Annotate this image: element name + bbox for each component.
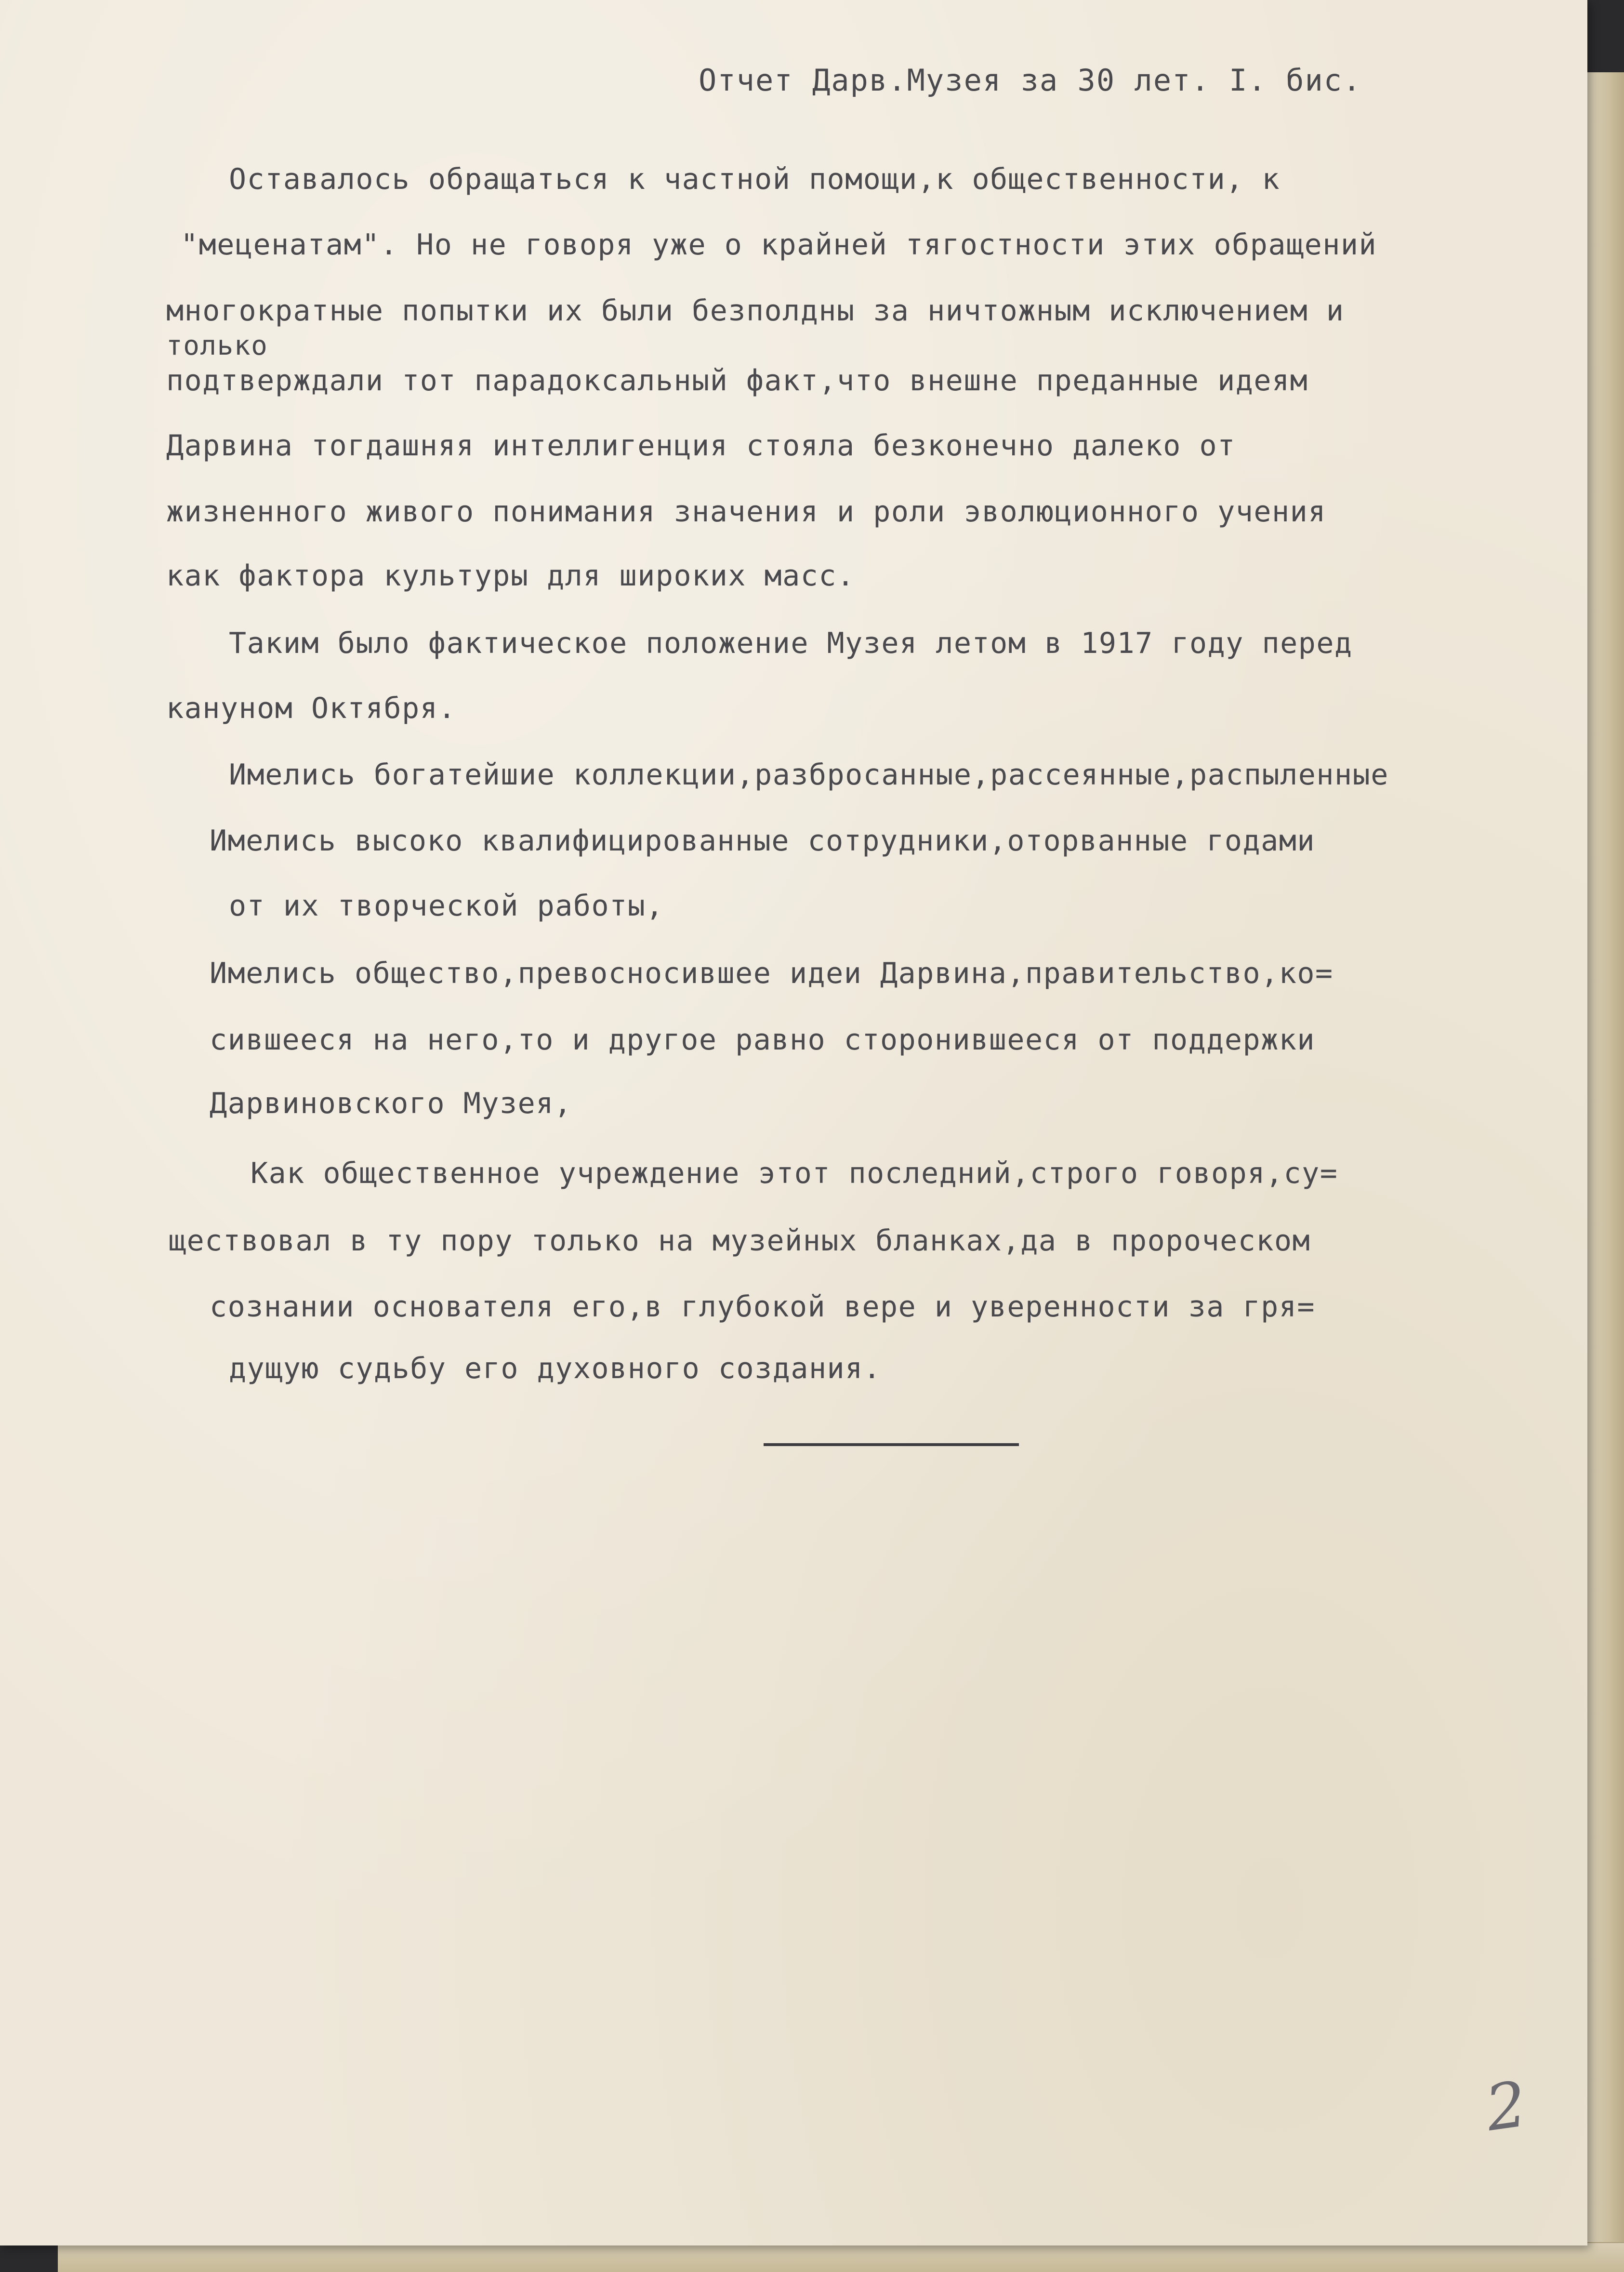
text-line: сознании основателя его,в глубокой вере и уверенности за гря= (210, 1290, 1316, 1324)
text-line: Дарвина тогдашняя интеллигенция стояла безконечно далеко от (166, 429, 1236, 463)
page-header: Отчет Дарв.Музея за 30 лет. I. бис. (699, 63, 1362, 98)
text-line: подтверждали тот парадоксальный факт,что внешне преданные идеям (166, 364, 1308, 398)
text-line: Дарвиновского Музея, (210, 1087, 572, 1120)
text-line: только (166, 330, 268, 361)
text-line: Имелись богатейшие коллекции,разбросанные,рассеянные,распыленные (229, 758, 1389, 792)
text-line: ществовал в ту пору только на музейных бланках,да в пророческом (169, 1224, 1311, 1258)
text-line: кануном Октября. (166, 691, 456, 725)
text-line: от их творческой работы, (229, 889, 664, 923)
text-line: Имелись высоко квалифицированные сотрудники,оторванные годами (210, 824, 1316, 858)
section-divider (764, 1443, 1019, 1446)
underlying-sheet-bottom-edge (58, 2242, 1624, 2272)
text-line: жизненного живого понимания значения и роли эволюционного учения (166, 495, 1326, 529)
text-line: многократные попытки их были безполдны за ничтожным исключением и (166, 294, 1345, 328)
text-line: сившееся на него,то и другое равно сторонившееся от поддержки (210, 1023, 1316, 1057)
text-line: дущую судьбу его духовного создания. (229, 1352, 882, 1385)
text-line: как фактора культуры для широких масс. (166, 559, 855, 593)
text-line: Имелись общество,превосносившее идеи Дарвина,правительство,ко= (210, 957, 1334, 990)
handwritten-page-number: 2 (1481, 2067, 1531, 2146)
text-line: Как общественное учреждение этот последний,строго говоря,су= (251, 1156, 1338, 1190)
underlying-sheet-edge (1584, 72, 1624, 2272)
text-line: Таким было фактическое положение Музея летом в 1917 году перед (229, 626, 1353, 660)
text-line: Оставалось обращаться к частной помощи,к общественности, к (229, 162, 1281, 196)
text-line: "меценатам". Но не говоря уже о крайней тягостности этих обращений (181, 228, 1377, 262)
